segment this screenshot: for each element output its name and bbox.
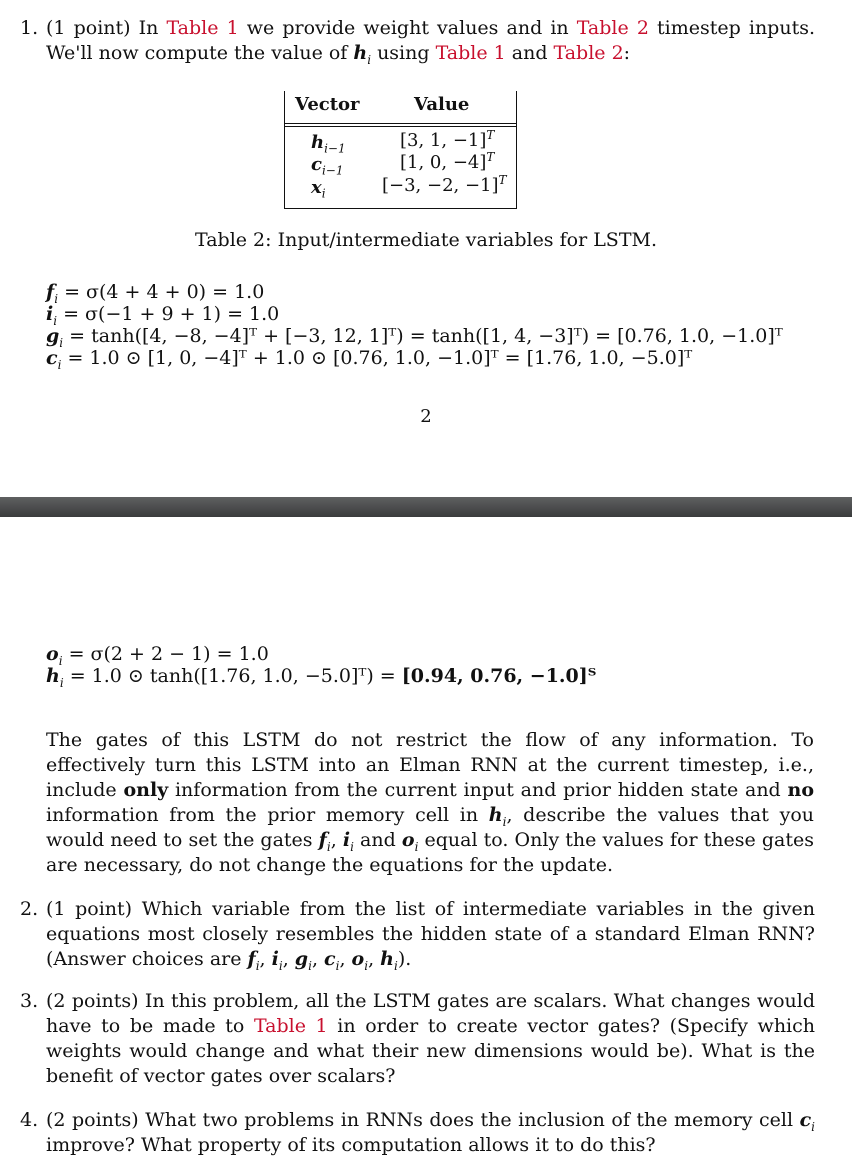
- question-4: [20, 1108, 815, 1158]
- row-value: [1, 0, −4]$^T$: [400, 150, 495, 173]
- question-3: [20, 989, 815, 1089]
- page-bottom: [0, 517, 852, 1169]
- question-4-text: (2 points) What two problems in RNNs does the inclusion of the memory cell $c_i$ improve? What property of its computation allows it to do this?: [46, 1109, 815, 1156]
- question-2-number: 2.: [20, 898, 39, 920]
- equations-block: [46, 281, 783, 372]
- row-var: $c_{i-1}$: [311, 154, 344, 178]
- equation-g: $g_i = \tanh([4$, −8, −4]ᵀ + [−3, 12, 1]ᵀ) = tanh([1, 4, −3]ᵀ) = [0.76, 1.0, −1.0]ᵀ: [46, 325, 783, 350]
- page-top: [0, 0, 852, 497]
- page-number: 2: [420, 406, 432, 427]
- row-var: $x_i$: [311, 177, 326, 201]
- table-1-link[interactable]: Table 1: [435, 42, 506, 64]
- question-4-number: 4.: [20, 1109, 39, 1131]
- elman-paragraph: The gates of this LSTM do not restrict the flow of any information. To effectively turn this LSTM into an Elman RNN at the current timestep, i.e., include only information from the current input and prior hidden state and no information from the prior memory cell in $h_i$, describe the values that you would need to set the gates $f_i$, $i_i$ and $o_i$ equal to. Only the values for these gates are necessary, do not change the equations for the update.: [46, 729, 814, 876]
- page-separator: [0, 497, 852, 517]
- equation-i: $i_i = \sigma(-1 + 9 + 1) = 1.0$: [46, 303, 280, 328]
- header-value: Value: [414, 94, 470, 115]
- header-vector: Vector: [295, 94, 360, 115]
- row-value: [3, 1, −1]$^T$: [400, 128, 495, 151]
- question-1-text: (1 point) In Table 1 we provide weight values and in Table 2 timestep inputs. We'll now compute the value of $h_i$ using Table 1 and Table 2:: [46, 17, 816, 67]
- question-2: [20, 897, 815, 972]
- table-caption: Table 2: Input/intermediate variables for LSTM.: [195, 229, 657, 251]
- equation-h: $h_i = 1.0$ ⊙ tanh([1.76, 1.0, −5.0]ᵀ) = [0.94, 0.76, −1.0]ᵀ: [46, 665, 597, 690]
- question-3-text: (2 points) In this problem, all the LSTM gates are scalars. What changes would have to be made to Table 1 in order to create vector gates? (Specify which weights would change and what their new dimensions would be). What is the benefit of vector gates over scalars?: [46, 990, 816, 1087]
- question-1: [20, 16, 815, 66]
- question-2-text: (1 point) Which variable from the list of intermediate variables in the given equations most closely resembles the hidden state of a standard Elman RNN? (Answer choices are $f_i$, $i_i$, $g_i$, $c_i$, $o_i$, $h_i$).: [46, 898, 815, 973]
- question-1-number: 1.: [20, 17, 39, 39]
- table-2: [284, 91, 517, 209]
- row-value: [−3, −2, −1]$^T$: [382, 173, 507, 196]
- row-var: $h_{i-1}$: [311, 132, 346, 156]
- table-2-link[interactable]: Table 2: [576, 17, 649, 39]
- equations-block-continued: [46, 643, 597, 690]
- equation-f: $f_i = \sigma(4 + 4 + 0) = 1.0$: [46, 281, 265, 306]
- table-2-link[interactable]: Table 2: [553, 42, 624, 64]
- table-1-link[interactable]: Table 1: [253, 1015, 328, 1037]
- question-3-number: 3.: [20, 990, 39, 1012]
- equation-c: $c_i = 1.0$ ⊙ [1, 0, −4]ᵀ + 1.0 ⊙ [0.76, 1.0, −1.0]ᵀ = [1.76, 1.0, −5.0]ᵀ: [46, 347, 693, 372]
- table-1-link[interactable]: Table 1: [166, 17, 239, 39]
- equation-o: $o_i = \sigma(2 + 2 - 1) = 1.0$: [46, 643, 269, 668]
